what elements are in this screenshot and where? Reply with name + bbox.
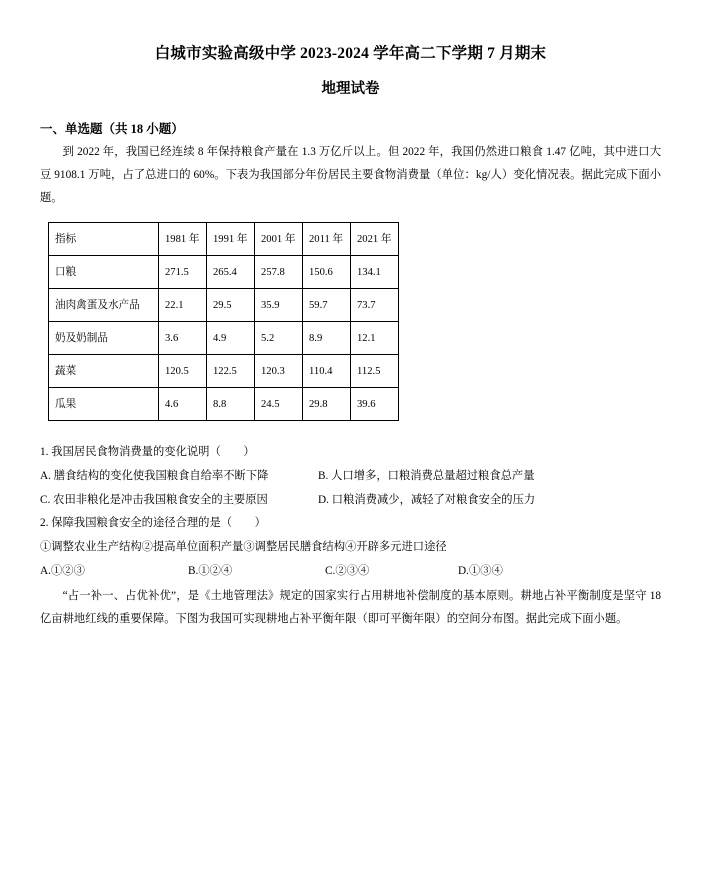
page-title: 白城市实验高级中学 2023-2024 学年高二下学期 7 月期末 xyxy=(154,45,547,62)
question-1-options-row-2 xyxy=(40,487,661,511)
table-cell: 150.6 xyxy=(303,256,351,289)
table-header-cell: 2011 年 xyxy=(303,223,351,256)
table-cell: 265.4 xyxy=(207,256,255,289)
table-cell: 35.9 xyxy=(255,289,303,322)
table-header-cell: 指标 xyxy=(49,223,159,256)
table-cell: 12.1 xyxy=(351,322,399,355)
passage-2: “占一补一、占优补优”，是《土地管理法》规定的国家实行占用耕地补偿制度的基本原则。耕地占补平衡制度是坚守 18 亿亩耕地红线的重要保障。下图为我国可实现耕地占补平衡年限（即可平衡年限）的空间分布图。据此完成下面小题。 xyxy=(40,590,661,625)
passage-1: 到 2022 年，我国已经连续 8 年保持粮食产量在 1.3 万亿斤以上。但 2022 年，我国仍然进口粮食 1.47 亿吨，其中进口大豆 9108.1 万吨，占了总进口的 60%。下表为我国部分年份居民主要食物消费量（单位：kg/人）变化情况表。据此完成下面小题。 xyxy=(40,146,661,204)
table-cell: 22.1 xyxy=(159,289,207,322)
table-cell: 73.7 xyxy=(351,289,399,322)
table-row-label: 瓜果 xyxy=(49,388,159,421)
question-2-option-a[interactable]: A.①②③ xyxy=(40,565,85,578)
question-2-option-b[interactable]: B.①②④ xyxy=(188,565,233,578)
table-cell: 4.6 xyxy=(159,388,207,421)
question-1-option-a[interactable]: A. 膳食结构的变化使我国粮食自给率不断下降 xyxy=(40,470,269,483)
table-row xyxy=(49,388,399,421)
table-row-label: 口粮 xyxy=(49,256,159,289)
table-cell: 5.2 xyxy=(255,322,303,355)
table-cell: 134.1 xyxy=(351,256,399,289)
question-1-option-c[interactable]: C. 农田非粮化是冲击我国粮食安全的主要原因 xyxy=(40,494,268,507)
question-1-option-b[interactable]: B. 人口增多，口粮消费总量超过粮食总产量 xyxy=(318,470,535,483)
table-cell: 122.5 xyxy=(207,355,255,388)
table-row-label: 油肉禽蛋及水产品 xyxy=(49,289,159,322)
table-cell: 4.9 xyxy=(207,322,255,355)
table-header-cell: 1981 年 xyxy=(159,223,207,256)
table-header-cell: 1991 年 xyxy=(207,223,255,256)
food-consumption-table-wrapper xyxy=(40,209,661,421)
question-2-stem: 2. 保障我国粮食安全的途径合理的是（ ） xyxy=(40,517,266,530)
table-header-cell: 2001 年 xyxy=(255,223,303,256)
question-2-item-list: ①调整农业生产结构②提高单位面积产量③调整居民膳食结构④开辟多元进口途径 xyxy=(40,541,447,554)
table-row xyxy=(49,289,399,322)
table-cell: 59.7 xyxy=(303,289,351,322)
table-row xyxy=(49,322,399,355)
question-1-option-d[interactable]: D. 口粮消费减少，减轻了对粮食安全的压力 xyxy=(318,494,536,507)
section-heading-single-choice: 一、单选题（共 18 小题） xyxy=(40,121,184,136)
question-2-option-d[interactable]: D.①③④ xyxy=(458,565,503,578)
table-row xyxy=(49,256,399,289)
table-cell: 120.5 xyxy=(159,355,207,388)
table-cell: 39.6 xyxy=(351,388,399,421)
table-cell: 112.5 xyxy=(351,355,399,388)
table-cell: 271.5 xyxy=(159,256,207,289)
table-cell: 29.5 xyxy=(207,289,255,322)
table-cell: 29.8 xyxy=(303,388,351,421)
table-cell: 8.9 xyxy=(303,322,351,355)
table-header-row xyxy=(49,223,399,256)
table-cell: 110.4 xyxy=(303,355,351,388)
table-row xyxy=(49,355,399,388)
question-1-options-row-1 xyxy=(40,463,661,487)
table-cell: 3.6 xyxy=(159,322,207,355)
table-cell: 8.8 xyxy=(207,388,255,421)
table-row-label: 奶及奶制品 xyxy=(49,322,159,355)
table-cell: 120.3 xyxy=(255,355,303,388)
question-2-options-row xyxy=(40,558,661,582)
table-cell: 257.8 xyxy=(255,256,303,289)
table-cell: 24.5 xyxy=(255,388,303,421)
page-subtitle: 地理试卷 xyxy=(321,81,380,98)
table-row-label: 蔬菜 xyxy=(49,355,159,388)
table-header-cell: 2021 年 xyxy=(351,223,399,256)
food-consumption-table xyxy=(48,222,399,421)
question-2-option-c[interactable]: C.②③④ xyxy=(325,565,370,578)
question-1-stem: 1. 我国居民食物消费量的变化说明（ ） xyxy=(40,446,255,459)
